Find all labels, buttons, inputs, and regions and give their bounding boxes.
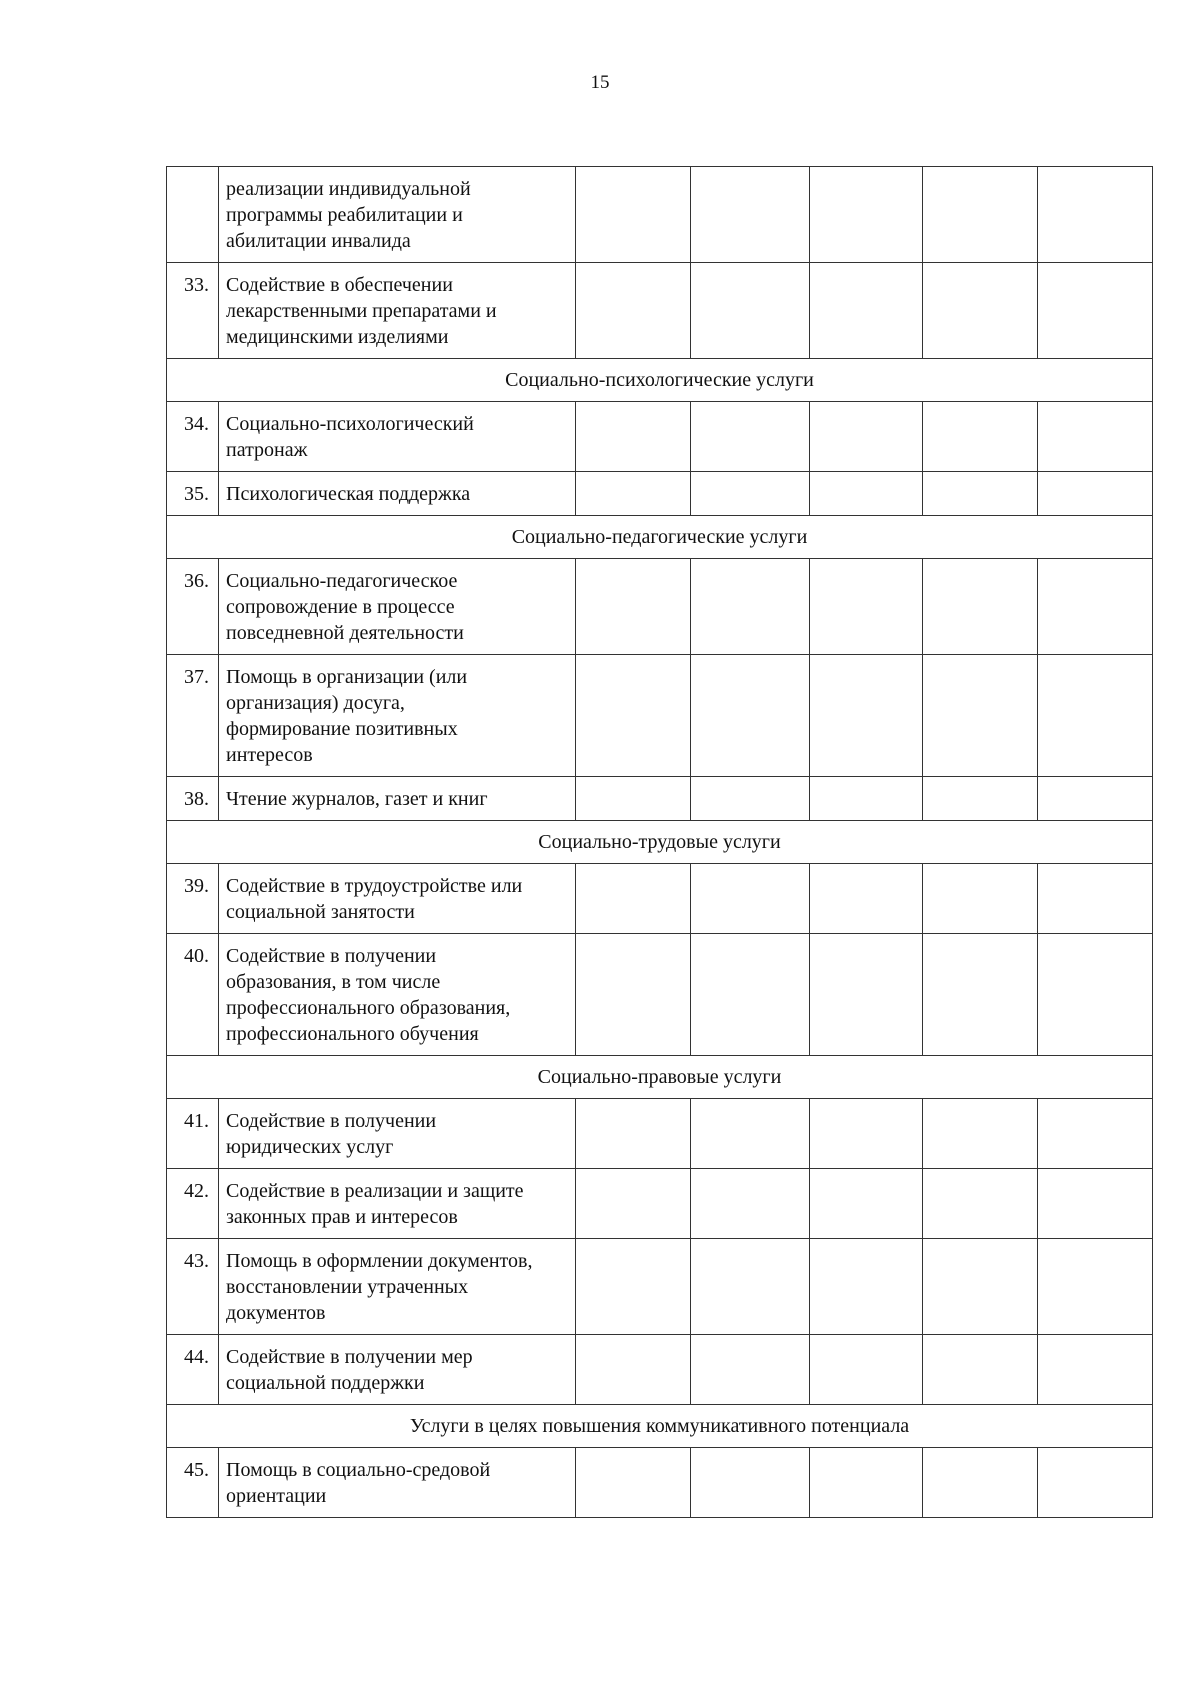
service-name-text: Социально-педагогическое сопровождение в процессе повседневной деятельности <box>226 570 464 644</box>
empty-cell <box>923 1169 1038 1239</box>
table-row <box>167 1169 1153 1239</box>
section-row <box>167 1405 1153 1448</box>
empty-cell <box>576 864 691 934</box>
service-name-text: Содействие в получении мер социальной поддержки <box>226 1346 473 1394</box>
empty-cell <box>923 402 1038 472</box>
table-row <box>167 934 1153 1056</box>
row-number: 44. <box>167 1335 219 1405</box>
service-name-text: Социально-психологический патронаж <box>226 413 474 461</box>
section-row <box>167 821 1153 864</box>
empty-cell <box>1038 655 1153 777</box>
empty-cell <box>576 777 691 821</box>
empty-cell <box>691 1099 810 1169</box>
table-row <box>167 167 1153 263</box>
empty-cell <box>691 263 810 359</box>
empty-cell <box>576 1169 691 1239</box>
service-name <box>219 934 576 1056</box>
empty-cell <box>691 1448 810 1518</box>
table-row <box>167 1448 1153 1518</box>
table-row <box>167 402 1153 472</box>
empty-cell <box>691 472 810 516</box>
service-name-text: Чтение журналов, газет и книг <box>226 788 488 810</box>
row-number: 40. <box>167 934 219 1056</box>
service-name <box>219 655 576 777</box>
empty-cell <box>691 655 810 777</box>
table-row <box>167 1239 1153 1335</box>
empty-cell <box>691 777 810 821</box>
empty-cell <box>1038 864 1153 934</box>
service-name-text: Содействие в получении образования, в том числе профессионального образования, профессионального обучения <box>226 945 511 1045</box>
empty-cell <box>1038 1448 1153 1518</box>
section-row <box>167 1056 1153 1099</box>
table-row <box>167 1099 1153 1169</box>
empty-cell <box>1038 1169 1153 1239</box>
empty-cell <box>691 1169 810 1239</box>
service-name <box>219 559 576 655</box>
empty-cell <box>691 1239 810 1335</box>
empty-cell <box>923 559 1038 655</box>
empty-cell <box>576 1239 691 1335</box>
section-row <box>167 359 1153 402</box>
row-number <box>167 167 219 263</box>
service-name <box>219 1239 576 1335</box>
empty-cell <box>691 1335 810 1405</box>
service-name-text: реализации индивидуальной программы реабилитации и абилитации инвалида <box>226 178 471 252</box>
service-name <box>219 263 576 359</box>
empty-cell <box>576 402 691 472</box>
empty-cell <box>1038 472 1153 516</box>
section-heading: Услуги в целях повышения коммуникативного потенциала <box>167 1405 1153 1448</box>
row-number: 37. <box>167 655 219 777</box>
empty-cell <box>923 655 1038 777</box>
table-row <box>167 1335 1153 1405</box>
empty-cell <box>576 1335 691 1405</box>
empty-cell <box>923 167 1038 263</box>
empty-cell <box>810 777 923 821</box>
empty-cell <box>923 472 1038 516</box>
empty-cell <box>923 1448 1038 1518</box>
empty-cell <box>923 864 1038 934</box>
empty-cell <box>691 167 810 263</box>
empty-cell <box>576 1099 691 1169</box>
service-name-text: Содействие в получении юридических услуг <box>226 1110 437 1158</box>
table-row <box>167 472 1153 516</box>
page-number: 15 <box>590 72 610 93</box>
service-name <box>219 472 576 516</box>
empty-cell <box>810 1169 923 1239</box>
service-name <box>219 1448 576 1518</box>
empty-cell <box>810 1335 923 1405</box>
table-row <box>167 559 1153 655</box>
service-name-text: Содействие в реализации и защите законных прав и интересов <box>226 1180 524 1228</box>
services-table <box>166 166 1153 1518</box>
empty-cell <box>923 1099 1038 1169</box>
empty-cell <box>1038 1099 1153 1169</box>
empty-cell <box>576 167 691 263</box>
empty-cell <box>923 1239 1038 1335</box>
empty-cell <box>691 934 810 1056</box>
empty-cell <box>1038 1335 1153 1405</box>
empty-cell <box>1038 402 1153 472</box>
empty-cell <box>576 655 691 777</box>
empty-cell <box>810 263 923 359</box>
empty-cell <box>1038 934 1153 1056</box>
row-number: 39. <box>167 864 219 934</box>
empty-cell <box>923 1335 1038 1405</box>
service-name-text: Помощь в социально-средовой ориентации <box>226 1459 491 1507</box>
services-table-body <box>167 167 1153 1518</box>
empty-cell <box>691 402 810 472</box>
empty-cell <box>810 934 923 1056</box>
empty-cell <box>576 1448 691 1518</box>
service-name-text: Помощь в оформлении документов, восстановлении утраченных документов <box>226 1250 533 1324</box>
empty-cell <box>1038 263 1153 359</box>
row-number: 41. <box>167 1099 219 1169</box>
section-heading: Социально-правовые услуги <box>167 1056 1153 1099</box>
service-name <box>219 1169 576 1239</box>
empty-cell <box>576 559 691 655</box>
empty-cell <box>810 655 923 777</box>
empty-cell <box>576 934 691 1056</box>
empty-cell <box>810 167 923 263</box>
empty-cell <box>923 934 1038 1056</box>
table-row <box>167 655 1153 777</box>
empty-cell <box>923 777 1038 821</box>
service-name-text: Содействие в трудоустройстве или социальной занятости <box>226 875 523 923</box>
row-number: 43. <box>167 1239 219 1335</box>
service-name <box>219 167 576 263</box>
service-name-text: Содействие в обеспечении лекарственными препаратами и медицинскими изделиями <box>226 274 497 348</box>
empty-cell <box>810 559 923 655</box>
table-row <box>167 864 1153 934</box>
empty-cell <box>1038 1239 1153 1335</box>
service-name <box>219 402 576 472</box>
service-name <box>219 1099 576 1169</box>
empty-cell <box>691 864 810 934</box>
empty-cell <box>1038 559 1153 655</box>
service-name-text: Помощь в организации (или организация) досуга, формирование позитивных интересов <box>226 666 468 766</box>
row-number: 36. <box>167 559 219 655</box>
table-row <box>167 777 1153 821</box>
section-heading: Социально-психологические услуги <box>167 359 1153 402</box>
empty-cell <box>923 263 1038 359</box>
table-row <box>167 263 1153 359</box>
section-heading: Социально-трудовые услуги <box>167 821 1153 864</box>
service-name-text: Психологическая поддержка <box>226 483 471 505</box>
empty-cell <box>810 1099 923 1169</box>
empty-cell <box>1038 167 1153 263</box>
service-name <box>219 1335 576 1405</box>
section-heading: Социально-педагогические услуги <box>167 516 1153 559</box>
row-number: 35. <box>167 472 219 516</box>
service-name <box>219 777 576 821</box>
empty-cell <box>810 472 923 516</box>
row-number: 42. <box>167 1169 219 1239</box>
empty-cell <box>691 559 810 655</box>
empty-cell <box>576 472 691 516</box>
empty-cell <box>810 1239 923 1335</box>
empty-cell <box>810 402 923 472</box>
empty-cell <box>810 1448 923 1518</box>
service-name <box>219 864 576 934</box>
row-number: 33. <box>167 263 219 359</box>
section-row <box>167 516 1153 559</box>
empty-cell <box>810 864 923 934</box>
empty-cell <box>576 263 691 359</box>
row-number: 45. <box>167 1448 219 1518</box>
empty-cell <box>1038 777 1153 821</box>
row-number: 34. <box>167 402 219 472</box>
row-number: 38. <box>167 777 219 821</box>
